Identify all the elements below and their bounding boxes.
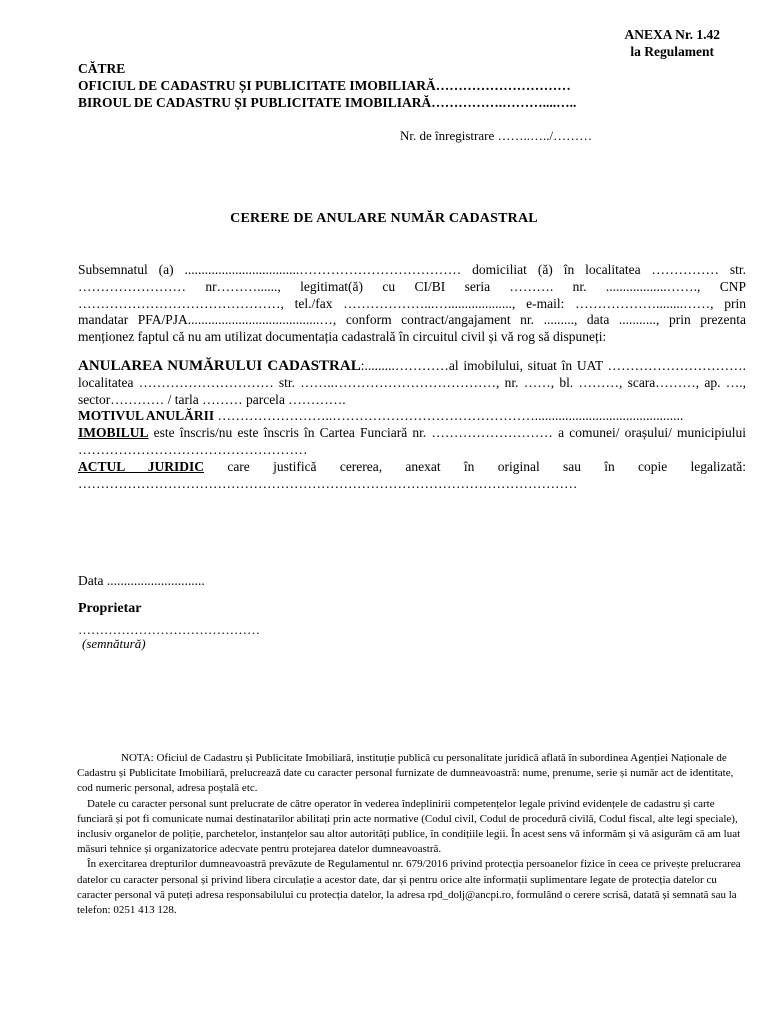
note-paragraph-1: NOTA: Oficiul de Cadastru și Publicitate Imobiliară, instituție publică cu personalitate juridică aflată în subordinea Agenției Naționale de Cadastru și Publicitate Imobiliară, prelucrează date cu caracter personal furnizate de dumneavoastră: nume, prenume, serie și număr act de identitate, cod numeric personal, adresa poștală etc.: [77, 752, 734, 795]
form-body: [78, 262, 746, 492]
addressee-to: CĂTRE: [78, 61, 126, 76]
annulment-paragraph: [78, 358, 746, 408]
note-paragraph-2: Datele cu caracter personal sunt prelucrate de către operator în vederea îndeplinirii competențelor legale privind evidențele de cadastru și carte funciară și pot fi comunicate numai destinatarilor abilitați prin acte normative (Codul civil, Codul de procedură civilă, Codul fiscal, alte legi speciale), inclusiv organelor de poliție, parchetelor, instanțelor sau altor autorități publice, în condițiile legii. În acest sens vă informăm și vă asigurăm că am luat măsuri tehnice și organizatorice adecvate pentru protejarea datelor dumneavoastră.: [77, 797, 741, 856]
annulment-label: ANULAREA NUMĂRULUI CADASTRAL: [78, 357, 361, 374]
legal-act-label: ACTUL JURIDIC: [78, 458, 205, 474]
owner-label: Proprietar: [78, 601, 142, 616]
legal-act-text: care justifică cererea, anexat în original sau în copie legalizată: …………………………………………………………………………………………………: [78, 458, 746, 491]
date-line: Data .............................: [78, 573, 205, 588]
signature-line: ……………………………………: [78, 622, 260, 637]
addressee-bureau: BIROUL DE CADASTRU ȘI PUBLICITATE IMOBILIARĂ…………….………....…..: [78, 95, 577, 110]
note-paragraph-3: În exercitarea drepturilor dumneavoastră prevăzute de Regulamentul nr. 679/2016 privind protecția persoanelor fizice în ceea ce privește prelucrarea datelor cu caracter personal și privind libera circulație a acestor date, dar și pentru orice alte informații suplimentare legate de protecția datelor cu caracter personal vă puteți adresa responsabilului cu protecția datelor, la adresa rpd_dolj@ancpi.ro, formulând o cerere scrisă, datată și semnată sau la telefon: 0251 413 128.: [77, 858, 741, 917]
property-text: este înscris/nu este înscris în Cartea Funciară nr. ……………………… a comunei/ orașului/ municipiului ……………………………………………: [78, 425, 746, 457]
legal-act-paragraph: [78, 459, 746, 493]
privacy-note: [77, 751, 745, 918]
annex-regulation: la Regulament: [630, 44, 714, 59]
reason-label: MOTIVUL ANULĂRII: [78, 408, 215, 424]
reason-text: ……………………..………………………………………............................................: [214, 408, 684, 424]
reason-paragraph: [78, 408, 746, 425]
addressee-office: OFICIUL DE CADASTRU ȘI PUBLICITATE IMOBILIARĂ…………………………: [78, 78, 571, 93]
property-paragraph: [78, 425, 746, 459]
addressee-block: [78, 60, 576, 111]
annex-number: ANEXA Nr. 1.42: [624, 27, 720, 42]
applicant-paragraph: Subsemnatul (a) ..................................……………………………… domiciliat (ă) în localitatea …………… str. …………………… nr………......, legitimat(ă) cu CI/BI seria ………. nr. ..................……., CNP ………………………………………, tel./fax ………………...…..................., e-mail: ………………........……, prin mandatar PFA/PJA.......................................…, conform contract/angajament nr. ........., data ..........., prin prezenta menționez faptul că nu am utilizat documentația cadastrală în circuitul civil și vă rog să dispuneți:: [78, 262, 746, 345]
signature-label: (semnătură): [82, 636, 146, 651]
registration-number: Nr. de înregistrare ……..…../………: [400, 128, 593, 143]
document-title: CERERE DE ANULARE NUMĂR CADASTRAL: [230, 211, 538, 226]
annulment-text: :.........…………al imobilului, situat în UAT …………………………. localitatea ………………………… str. ……..………………………………, nr. ……, bl. ………, scara………, ap. …., sector………… / tarla ……… parcela ………….: [78, 357, 746, 407]
annex-reference: [624, 26, 720, 60]
property-label: IMOBILUL: [78, 425, 149, 441]
